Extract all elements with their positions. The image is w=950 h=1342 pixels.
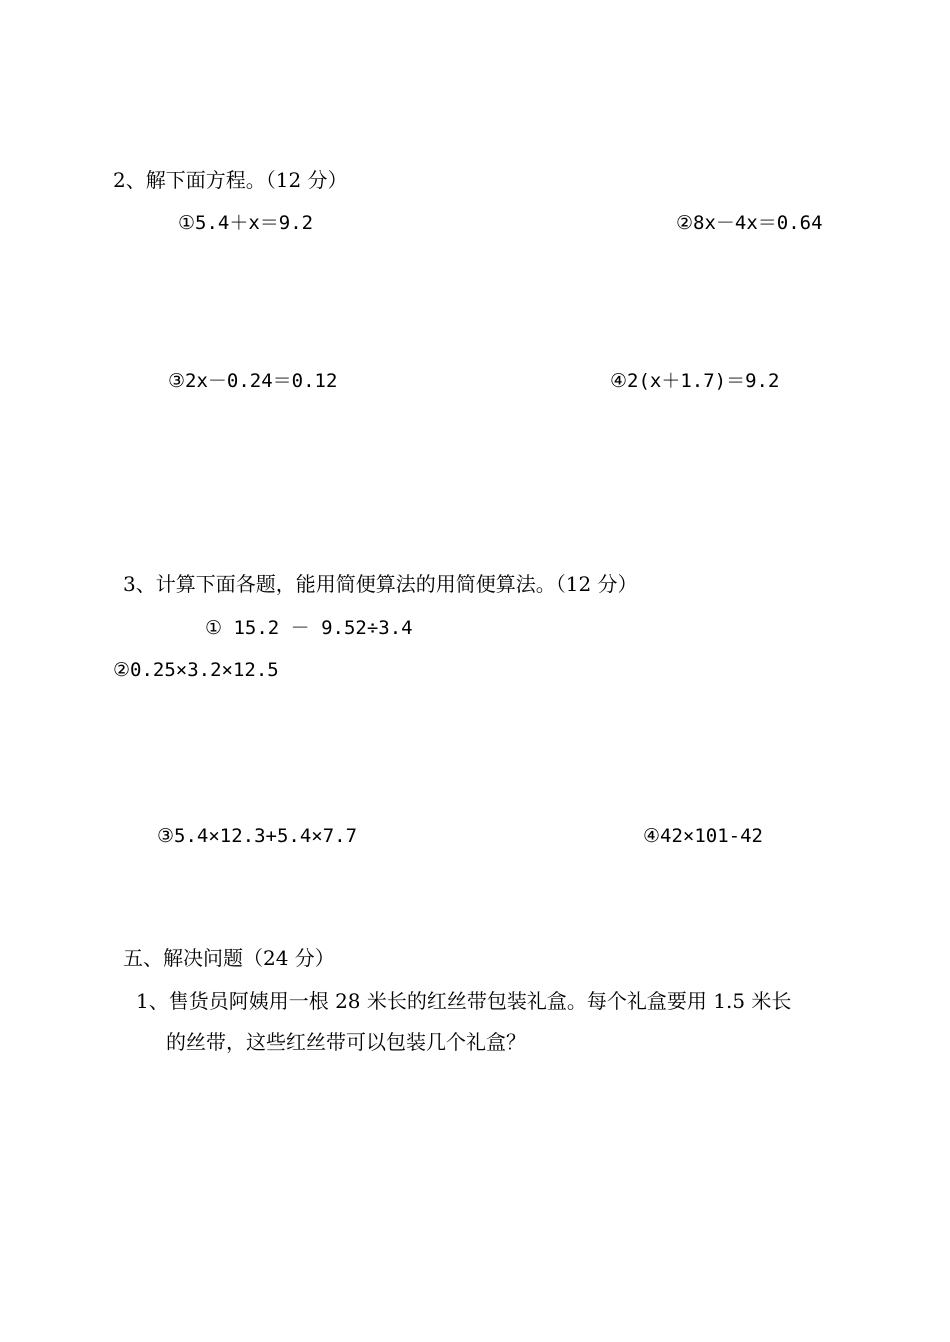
section-2-heading: 2、解下面方程。（12 分） xyxy=(113,168,348,192)
problem-1-line-2: 的丝带，这些红丝带可以包装几个礼盒？ xyxy=(166,1030,526,1054)
calculation-3: ③5.4×12.3+5.4×7.7 xyxy=(157,825,358,847)
equation-1: ①5.4＋x＝9.2 xyxy=(178,212,314,234)
calculation-1: ① 15.2 － 9.52÷3.4 xyxy=(205,617,413,639)
calculation-4: ④42×101-42 xyxy=(643,825,763,847)
section-3-heading: 3、计算下面各题，能用简便算法的用简便算法。（12 分） xyxy=(123,572,638,596)
equation-4: ④2(x＋1.7)＝9.2 xyxy=(610,370,780,392)
section-5-heading: 五、解决问题（24 分） xyxy=(123,946,335,970)
calculation-2: ②0.25×3.2×12.5 xyxy=(113,659,279,681)
equation-3: ③2x－0.24＝0.12 xyxy=(168,370,338,392)
equation-2: ②8x－4x＝0.64 xyxy=(676,212,823,234)
problem-1-line-1: 1、售货员阿姨用一根 28 米长的红丝带包装礼盒。每个礼盒要用 1.5 米长 xyxy=(136,989,792,1013)
